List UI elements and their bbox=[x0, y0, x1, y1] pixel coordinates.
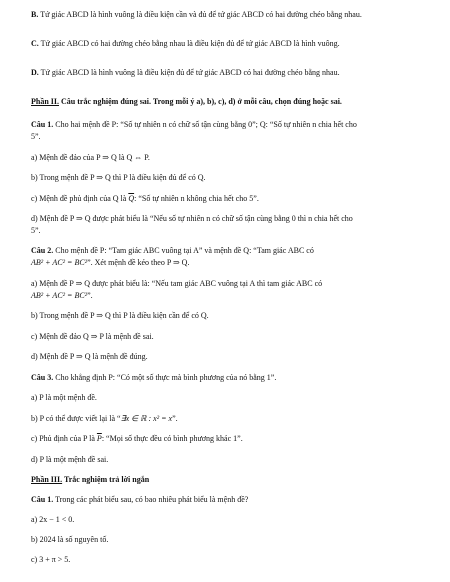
option-c bbox=[31, 39, 430, 50]
part2-q1-label: Câu 1. bbox=[31, 120, 54, 129]
option-c-letter: C. bbox=[31, 39, 39, 48]
part2-q3-option-b bbox=[31, 414, 430, 425]
part2-q3-b-formula: ∃x ∈ ℝ : x² = x bbox=[120, 414, 173, 423]
part3-q1-label: Câu 1. bbox=[31, 495, 54, 504]
part3-heading-text: Trắc nghiệm trả lời ngắn bbox=[63, 475, 150, 484]
part2-q2-text-line2: ”. Xét mệnh đề kéo theo P ⇒ Q. bbox=[87, 258, 190, 267]
option-c-text: Tứ giác ABCD có hai đường chéo bằng nhau là điều kiện đủ để tứ giác ABCD là hình vuông. bbox=[40, 39, 340, 48]
part2-q2-stem-line2 bbox=[31, 258, 430, 269]
part3-q1-stem bbox=[31, 495, 430, 506]
part3-q1-item-b: b) 2024 là số nguyên tố. bbox=[31, 535, 109, 544]
part2-q1-stem bbox=[31, 120, 430, 131]
part3-q1-text: Trong các phát biểu sau, có bao nhiêu phát biểu là mệnh đề? bbox=[55, 495, 249, 504]
part2-q1-option-a: a) Mệnh đề đảo của P ⇒ Q là Q ⇔ P. bbox=[31, 153, 150, 162]
part2-q3-b-post: ”. bbox=[172, 414, 178, 423]
option-d-letter: D. bbox=[31, 68, 39, 77]
part2-q2-option-d: d) Mệnh đề P ⇒ Q là mệnh đề đúng. bbox=[31, 352, 148, 361]
part2-q1-c-post: : “Số tự nhiên n không chia hết cho 5”. bbox=[134, 194, 259, 203]
option-b bbox=[31, 10, 430, 21]
part3-heading-label: Phần III. bbox=[31, 475, 63, 484]
option-d bbox=[31, 68, 430, 79]
part2-q3-c-post: : “Mọi số thực đều có bình phương khác 1”. bbox=[101, 434, 243, 443]
part2-q1-c-pre: c) Mệnh đề phủ định của Q là bbox=[31, 194, 129, 203]
part2-q2-formula: AB² + AC² = BC² bbox=[31, 258, 88, 267]
part2-q1-c-symbol: $\overline{Q}$ bbox=[128, 194, 135, 203]
part2-q1-option-d: d) Mệnh đề P ⇒ Q được phát biểu là “Nếu số tự nhiên n có chữ số tận cùng bằng 0 thì n chia hết cho bbox=[31, 214, 353, 223]
part2-q2-a-formula: AB² + AC² = BC² bbox=[31, 291, 88, 300]
option-b-letter: B. bbox=[31, 10, 39, 19]
part2-q3-c-pre: c) Phủ định của P là bbox=[31, 434, 97, 443]
part2-q2-stem bbox=[31, 246, 430, 257]
part2-heading-text: Câu trắc nghiệm đúng sai. Trong mỗi ý a), b), c), d) ở mỗi câu, chọn đúng hoặc sai. bbox=[61, 97, 342, 106]
part3-heading bbox=[31, 475, 430, 486]
part2-q2-label: Câu 2. bbox=[31, 246, 54, 255]
part2-q3-stem bbox=[31, 373, 430, 384]
part2-q1-option-b: b) Trong mệnh đề P ⇒ Q thì P là điều kiện đủ để có Q. bbox=[31, 173, 206, 182]
part2-q1-option-c bbox=[31, 194, 430, 205]
part2-q2-option-c: c) Mệnh đề đảo Q ⇒ P là mệnh đề sai. bbox=[31, 332, 154, 341]
part2-q1-option-d-line2: 5”. bbox=[31, 226, 41, 235]
part2-q2-option-a-line2 bbox=[31, 291, 430, 302]
part2-q3-option-a: a) P là một mệnh đề. bbox=[31, 393, 97, 402]
part2-q2-option-b: b) Trong mệnh đề P ⇒ Q thì P là điều kiện cần để có Q. bbox=[31, 311, 209, 320]
part2-q3-text: Cho khẳng định P: “Có một số thực mà bình phương của nó bằng 1”. bbox=[55, 373, 277, 382]
part2-q1-text-line1: Cho hai mệnh đề P: “Số tự nhiên n có chữ số tận cùng bằng 0”; Q: “Số tự nhiên n chia hết cho bbox=[55, 120, 357, 129]
part2-q3-b-pre: b) P có thể được viết lại là “ bbox=[31, 414, 121, 423]
option-b-text: Tứ giác ABCD là hình vuông là điều kiện cần và đủ để tứ giác ABCD có hai đường chéo bằng nhau. bbox=[40, 10, 362, 19]
part3-q1-item-a: a) 2x − 1 < 0. bbox=[31, 515, 75, 524]
part2-q2-option-a: a) Mệnh đề P ⇒ Q được phát biểu là: “Nếu tam giác ABC vuông tại A thì tam giác ABC có bbox=[31, 279, 323, 288]
option-d-text: Tứ giác ABCD là hình vuông là điều kiện đủ để tứ giác ABCD có hai đường chéo bằng nhau. bbox=[40, 68, 340, 77]
part2-q3-option-c bbox=[31, 434, 430, 445]
part2-q1-stem-line2: 5”. bbox=[31, 132, 41, 141]
part2-heading-label: Phần II. bbox=[31, 97, 60, 106]
part2-q3-c-symbol: $\overline{P}$ bbox=[96, 434, 102, 443]
part2-q2-text-line1: Cho mệnh đề P: “Tam giác ABC vuông tại A” và mệnh đề Q: “Tam giác ABC có bbox=[55, 246, 314, 255]
part2-q3-label: Câu 3. bbox=[31, 373, 54, 382]
part3-q1-item-c: c) 3 + π > 5. bbox=[31, 555, 71, 564]
part2-heading bbox=[31, 97, 430, 108]
part2-q3-option-d: d) P là một mệnh đề sai. bbox=[31, 455, 109, 464]
part2-q2-a-rest: ”. bbox=[87, 291, 93, 300]
